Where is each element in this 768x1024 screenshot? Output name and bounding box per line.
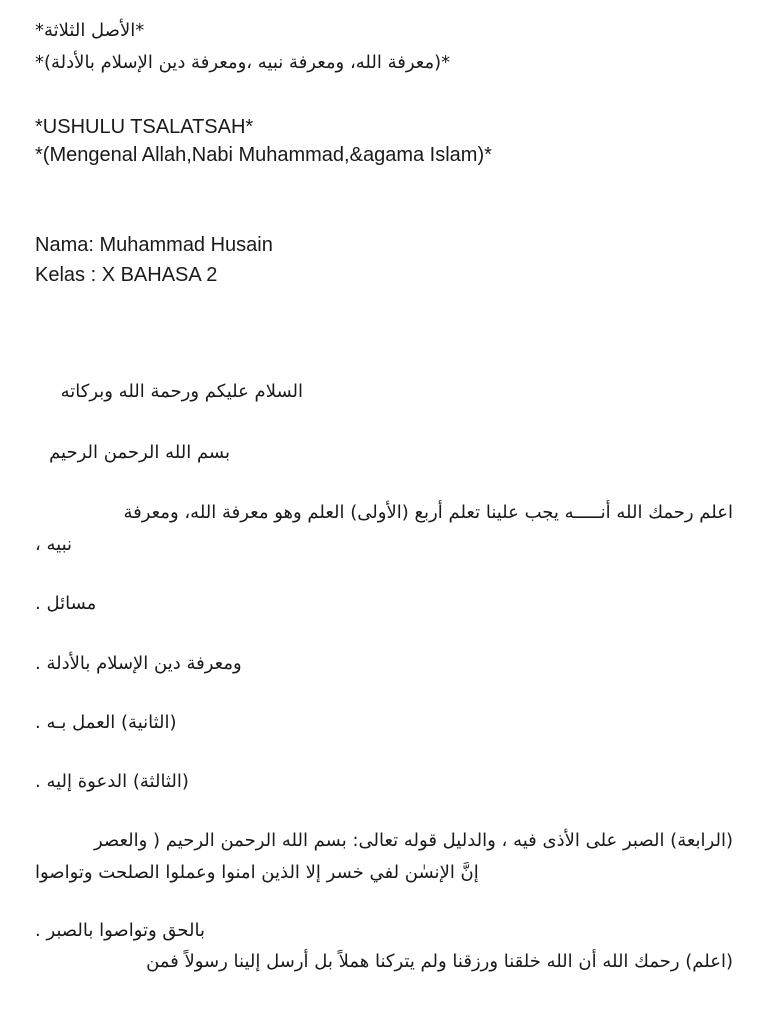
fourth-point-line-1: (الرابعة) الصبر على الأذى فيه ، والدليل قوله تعالى: بسم الله الرحمن الرحيم ( والعصر — [93, 830, 733, 851]
third-point: (الثالثة) الدعوة إليه . — [35, 771, 189, 792]
arabic-subtitle: *(معرفة الله، ومعرفة نبيه ،ومعرفة دين الإسلام بالأدلة)* — [35, 52, 451, 73]
fourth-point-line-3: بالحق وتواصوا بالصبر . — [35, 920, 206, 941]
student-class: Kelas : X BAHASA 2 — [35, 264, 218, 286]
basmala: بسم الله الرحمن الرحيم — [49, 442, 230, 463]
fourth-point-line-2: إنَّ الإنسٰن لفي خسر إلا الذين امنوا وعملوا الصلحت وتواصوا — [35, 862, 479, 883]
paragraph-1-line-1: اعلم رحمك الله أنـــــه يجب علينا تعلم أربع (الأولى) العلم وهو معرفة الله، ومعرفة — [123, 502, 733, 523]
closing-line: (اعلم) رحمك الله أن الله خلقنا ورزقنا ولم يتركنا هملاً بل أرسل إلينا رسولاً فمن — [146, 951, 733, 972]
paragraph-1-line-2: نبيه ، — [35, 534, 73, 555]
student-name: Nama: Muhammad Husain — [35, 234, 273, 256]
latin-title: *USHULU TSALATSAH* — [35, 116, 254, 138]
masail-line: مسائل . — [35, 593, 97, 614]
latin-subtitle: *(Mengenal Allah,Nabi Muhammad,&agama Islam)* — [35, 144, 492, 166]
marifat-din-line: ومعرفة دين الإسلام بالأدلة . — [35, 653, 242, 674]
greeting: السلام عليكم ورحمة الله وبركاته — [60, 381, 303, 402]
second-point: (الثانية) العمل بـه . — [35, 712, 177, 733]
arabic-title: *الأصل الثلاثة* — [35, 20, 145, 41]
